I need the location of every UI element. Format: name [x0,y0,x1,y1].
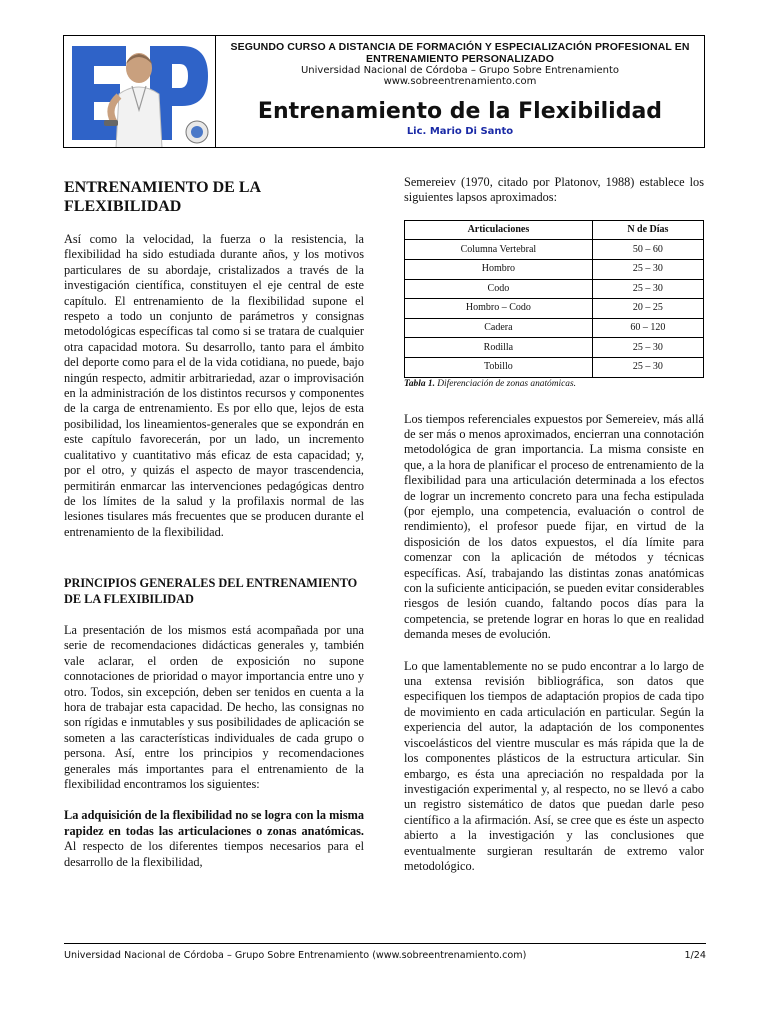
column-header: N de Días [592,220,703,240]
table-row [405,240,704,260]
table-intro: Semereiev (1970, citado por Platonov, 1988) establece los siguientes lapsos aproximados: [404,175,704,205]
page-footer [64,943,706,961]
table-header-row [405,220,704,240]
table-row [405,279,704,299]
table-cell: 20 – 25 [592,299,703,319]
principle-statement: La adquisición de la flexibilidad no se logra con la misma rapidez en todas las articulaciones o zonas anatómicas. [64,808,364,838]
document-header [63,35,705,148]
footer-source: Universidad Nacional de Córdoba – Grupo Sobre Entrenamiento (www.sobreentrenamiento.com) [64,950,527,961]
table-cell: Cadera [405,318,593,338]
table-caption [404,379,704,390]
intro-paragraph: Así como la velocidad, la fuerza o la resistencia, la flexibilidad ha sido estudiada durante años, y los motivos particulares de su abordaje, cristalizados a través de la investigación científica, constituyen el eje central de este capítulo. El entrenamiento de la flexibilidad supone el respeto a todo un conjunto de parámetros y consignas metodológicas específicas tal como si se tratara de cualquier otra capacidad motora. Su desarrollo, tanto para el ámbito del deporte como para el de la vida cotidiana, no puede, bajo ningún respecto, admitir arbitrariedad, azar o improvisación en la administración de los distintos recursos y componentes de la carga de entrenamiento. Es por ello que, lejos de esta posibilidad, los lineamientos-generales que se expondrán en este capítulo favorecerán, por un lado, un incremento cualitativo y cuantitativo más eficaz de esta capacidad; y, por el otro, y quizás el aspecto de mayor trascendencia, permitirán enmarcar las intervenciones pedagógicas dentro de los límites de la salud y la profilaxis normal de las lesiones tisulares más frecuentes que se producen durante el entrenamiento de la flexibilidad. [64,232,364,539]
principle-paragraph [64,808,364,870]
table-cell: 25 – 30 [592,357,703,377]
principles-paragraph: La presentación de los mismos está acompañada por una serie de recomendaciones didácticas generales y, también vale aclarar, el orden de exposición no supone connotaciones de prioridad o mayor importancia entre uno y otro. Todos, sin excepción, deben ser tenidos en cuenta a la hora de trabajar esta capacidad. De hecho, las consignas no son rígidas e inmutables y sus posibilidades de aplicación se someten a las características individuales de cada grupo o persona. Así, entre los principios y recomendaciones generales más importantes para el entrenamiento de la flexibilidad encontramos los siguientes: [64,622,364,791]
table-row [405,299,704,319]
table-cell: 25 – 30 [592,338,703,358]
table-row [405,338,704,358]
header-title-block [216,36,704,147]
table-row [405,260,704,280]
body-paragraph: Lo que lamentablemente no se pudo encontrar a lo largo de una extensa revisión bibliográfica, son datos que especifiquen los tiempos de adaptación propios de cada tipo de movimiento en cada articulación en particular. Según la experiencia del autor, la adaptación de los componentes viscoelásticos del vientre muscular es más rápida que la de los componentes plásticos de la estructura articular. Sin embargo, es ésta una apreciación no respaldada por la investigación experimental y, al respecto, no se llevó a cabo un registro sistemático de datos que puedan darle peso científico a la afirmación. Así, se cree que es éste un aspecto abierto a la investigación y las conclusiones que eventualmente surgieran resultarán de extremo valor metodológico. [404,658,704,873]
course-title: SEGUNDO CURSO A DISTANCIA DE FORMACIÓN Y ESPECIALIZACIÓN PROFESIONAL EN ENTRENAMIENTO PERSONALIZADO [230,41,690,65]
table-row [405,357,704,377]
document-title: Entrenamiento de la Flexibilidad [257,99,663,124]
table-caption-label: Tabla 1. [404,378,435,389]
body-paragraph: Los tiempos referenciales expuestos por Semereiev, más allá de ser más o menos aproximados, encierran una connotación metodológica de gran importancia. La misma consiste en que, a la hora de planificar el proceso de entrenamiento de la flexibilidad para una articulación determinada a los efectos de lograr un incremento concreto para una fecha estipulada (por ejemplo, una competencia, evaluación o control de rendimiento), el profesor puede fijar, en virtud de la disposición de los datos expuestos, el día límite para comenzar con la aplicación de métodos y técnicas específicas. Así, trabajando las distintas zonas anatómicas con la suficiente anticipación, se pueden evitar considerables riesgos de lesión cuando, faltando pocos días para la competencia, se pretende lograr en horas lo que en realidad demanda meses de evolución. [404,411,704,642]
table-cell: Columna Vertebral [405,240,593,260]
table-row [405,318,704,338]
ep-logo [64,36,216,147]
left-column [64,178,364,870]
table-cell: 25 – 30 [592,260,703,280]
university-name: Universidad Nacional de Córdoba – Grupo Sobre Entrenamiento [300,65,620,76]
page-number: 1/24 [684,950,706,961]
website-url[interactable]: www.sobreentrenamiento.com [383,76,537,87]
table-cell: Tobillo [405,357,593,377]
document-author: Lic. Mario Di Santo [406,126,514,137]
table-cell: 50 – 60 [592,240,703,260]
table-cell: Codo [405,279,593,299]
table-cell: 60 – 120 [592,318,703,338]
table-caption-text: Diferenciación de zonas anatómicas. [434,378,576,389]
principle-text: Al respecto de los diferentes tiempos necesarios para el desarrollo de la flexibilidad, [64,839,364,869]
right-column [404,175,704,874]
column-header: Articulaciones [405,220,593,240]
section-heading: ENTRENAMIENTO DE LA FLEXIBILIDAD [64,179,261,215]
table-cell: Hombro – Codo [405,299,593,319]
table-cell: 25 – 30 [592,279,703,299]
subsection-heading: PRINCIPIOS GENERALES DEL ENTRENAMIENTO DE LA FLEXIBILIDAD [64,576,358,606]
ep-logo-graphic [64,36,216,147]
table-cell: Hombro [405,260,593,280]
table-cell: Rodilla [405,338,593,358]
adaptation-days-table [404,220,704,378]
